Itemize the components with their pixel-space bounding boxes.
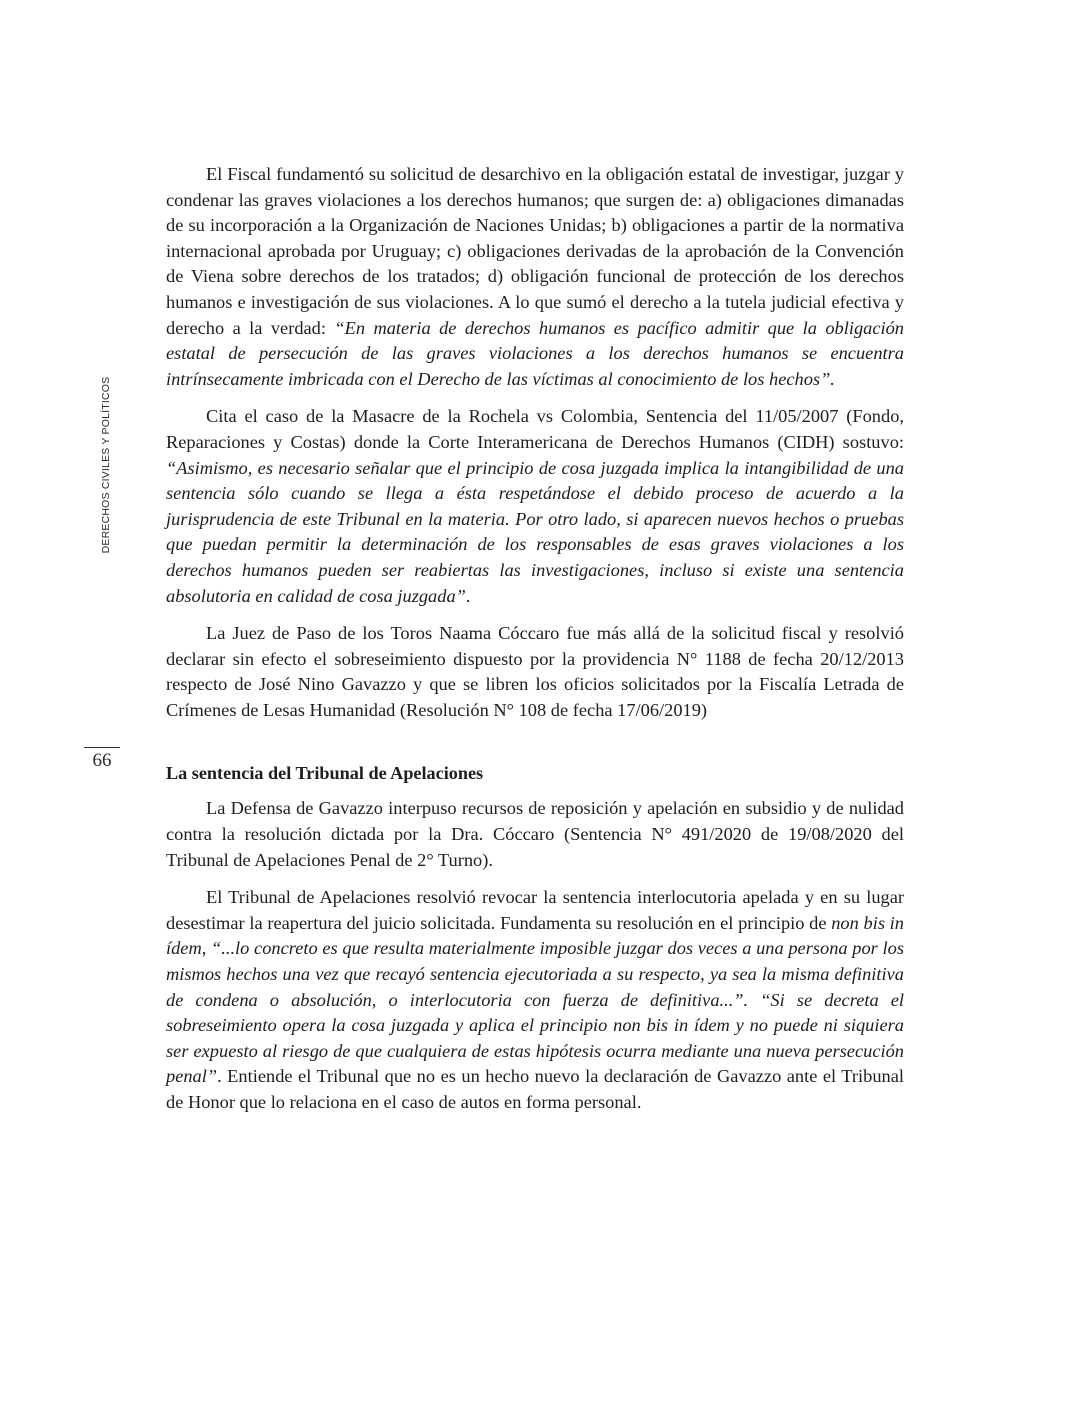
quoted-text: “Asimismo, es necesario señalar que el principio de cosa juzgada implica la intangibilidad de una sentencia sólo cuando se llega a ésta respetándose el debido proceso de acuerdo a la jurisprudencia de este Tribunal en la materia. Por otro lado, si aparecen nuevos hechos o pruebas que puedan permitir la determinación de los responsables de esas graves violaciones a los derechos humanos pueden ser reabiertas las investigaciones, incluso si existe una sentencia absolutoria en calidad de cosa juzgada” [166, 457, 904, 606]
latin-term: non bis in ídem [166, 912, 904, 959]
paragraph-text: La Juez de Paso de los Toros Naama Cóccaro fue más allá de la solicitud fiscal y resolvió declarar sin efecto el sobreseimiento dispuesto por la providencia N° 1188 de fecha 20/12/2013 respecto de José Nino Gavazzo y que se libren los oficios solicitados por la Fiscalía Letrada de Crímenes de Lesas Humanidad (Resolución N° 108 de fecha 17/06/2019) [166, 623, 904, 720]
running-section-title: DERECHOS CIVILES Y POLÍTICOS [100, 376, 112, 554]
body-paragraph [166, 796, 904, 873]
paragraph-text: , [201, 938, 212, 959]
body-paragraph [166, 162, 904, 392]
page-number: 66 [92, 750, 112, 771]
paragraph-text: La Defensa de Gavazzo interpuso recursos de reposición y apelación en subsidio y de nulidad contra la resolución dictada por la Dra. Cóccaro (Sentencia N° 491/2020 de 19/08/2020 del Tribunal de Apelaciones Penal de 2° Turno). [166, 798, 904, 870]
quoted-text: “...lo concreto es que resulta materialmente imposible juzgar dos veces a una persona por los mismos hechos una vez que recayó sentencia ejecutoriada a su respecto, ya sea la misma definitiva de condena o absolución, o interlocutoria con fuerza de definitiva...”. “Si se decreta el sobreseimiento opera la cosa juzgada y aplica el principio non bis in ídem y no puede ni siquiera ser expuesto al riesgo de que cualquiera de estas hipótesis ocurra mediante una nueva persecución penal” [166, 938, 904, 1087]
body-paragraph [166, 404, 904, 609]
paragraph-text: El Tribunal de Apelaciones resolvió revocar la sentencia interlocutoria apelada y en su lugar desestimar la reapertura del juicio solicitada. Fundamenta su resolución en el principio de [166, 887, 904, 933]
paragraph-text: . Entiende el Tribunal que no es un hecho nuevo la declaración de Gavazzo ante el Tribunal de Honor que lo relaciona en el caso de autos en forma personal. [166, 1066, 904, 1112]
paragraph-text: El Fiscal fundamentó su solicitud de desarchivo en la obligación estatal de investigar, juzgar y condenar las graves violaciones a los derechos humanos; que surgen de: a) obligaciones dimanadas de su incorporación a la Organización de Naciones Unidas; b) obligaciones a partir de la normativa internacional aprobada por Uruguay; c) obligaciones derivadas de la aprobación de la Convención de Viena sobre derechos de los tratados; d) obligación funcional de protección de los derechos humanos e investigación de sus violaciones. A lo que sumó el derecho a la tutela judicial efectiva y derecho a la verdad: [166, 164, 904, 338]
paragraph-text: . [465, 585, 471, 606]
paragraph-text: Cita el caso de la Masacre de la Rochela vs Colombia, Sentencia del 11/05/2007 (Fondo, Reparaciones y Costas) donde la Corte Interamericana de Derechos Humanos (CIDH) sostuvo: [166, 406, 904, 452]
quoted-text: “En materia de derechos humanos es pacífico admitir que la obligación estatal de persecución de las graves violaciones a los derechos humanos se encuentra intrínsecamente imbricada con el Derecho de las víctimas al conocimiento de los hechos”. [166, 317, 904, 389]
body-paragraph [166, 885, 904, 1115]
section-heading: La sentencia del Tribunal de Apelaciones [166, 763, 484, 784]
page-number-rule [84, 747, 120, 748]
body-paragraph [166, 621, 904, 723]
page-body [166, 162, 904, 1128]
